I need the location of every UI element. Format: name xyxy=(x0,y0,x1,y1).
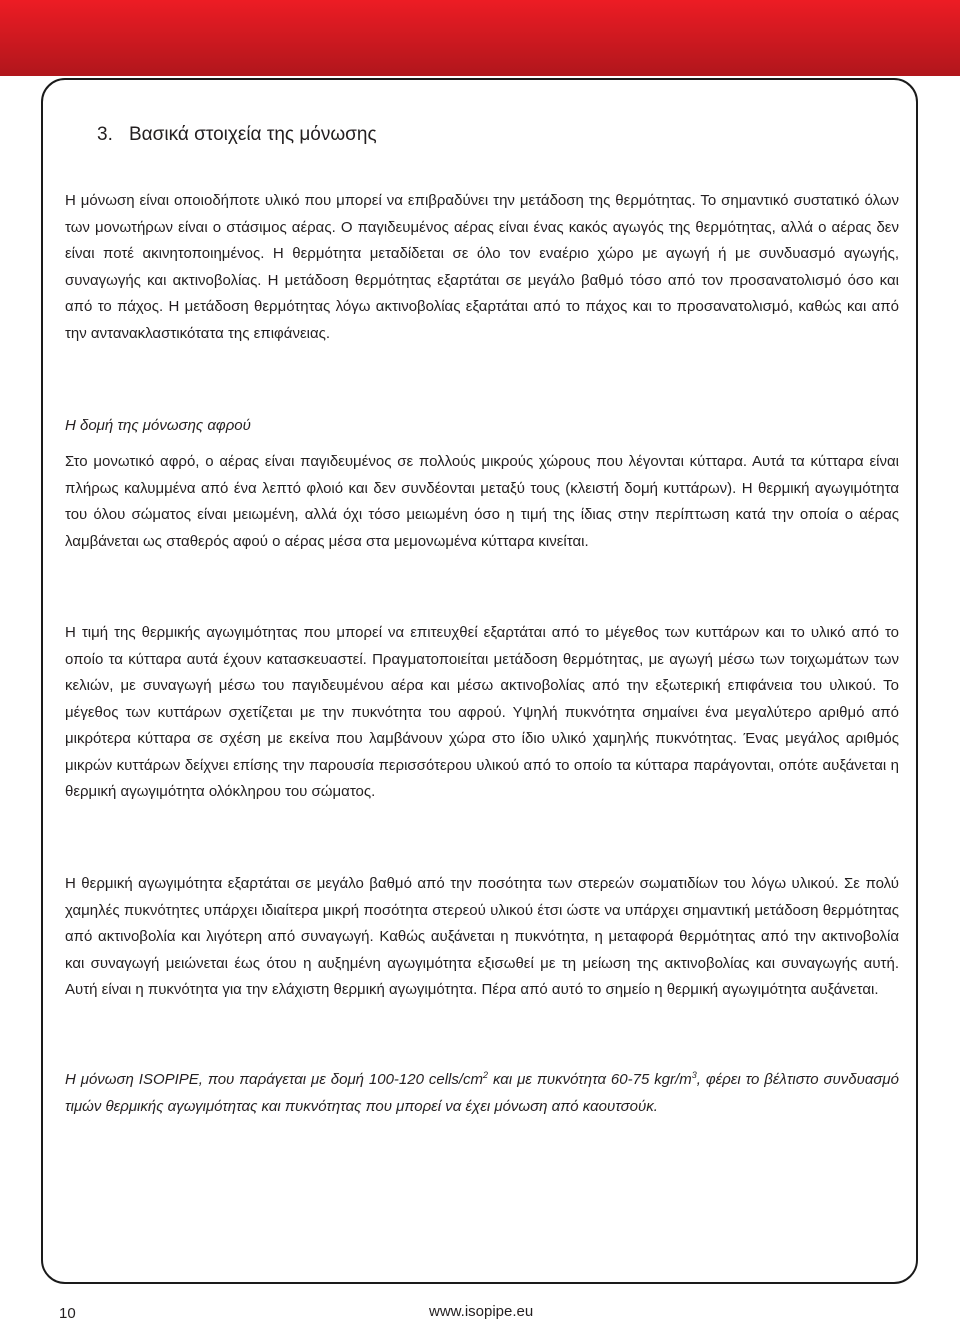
paragraph-foam-cells: Στο μονωτικό αφρό, ο αέρας είναι παγιδευμένος σε πολλούς μικρούς χώρους που λέγονται κύτταρα. Αυτά τα κύτταρα είναι πλήρως καλυμμένα από ένα λεπτό φλοιό και δεν συνδέονται μεταξύ τους (κλειστή δομή κυττάρων). Η θερμική αγωγιμότητα του όλου σώματος είναι μειωμένη, αλλά όχι τόσο μειωμένη όσο η τιμή της ίδιας στην περίπτωση κατά την οποία ο αέρας λαμβάνεται ως σταθερός αφού ο αέρας μέσα στα μεμονωμένα κύτταρα κινείται. xyxy=(65,453,899,550)
isopipe-text-3: , φέρει το βέλτιστο συνδυασμό τιμών θερμικής αγωγιμότητας και πυκνότητας που μπορεί να έχει μόνωση από καουτσούκ. xyxy=(65,1071,899,1115)
section-heading xyxy=(97,124,377,146)
section-title: Βασικά στοιχεία της μόνωσης xyxy=(129,124,377,145)
paragraph-thermal-conductivity-cells: Η τιμή της θερμικής αγωγιμότητας που μπορεί να επιτευχθεί εξαρτάται από το μέγεθος των κυττάρων και το υλικό από το οποίο τα κύτταρα αυτά έχουν κατασκευαστεί. Πραγματοποιείται μετάδοση θερμότητας, με αγωγή μέσω των τοιχωμάτων των κελιών, με συναγωγή μέσω του παγιδευμένου αέρα και μέσω ακτινοβολίας από την εξωτερική επιφάνεια του υλικού. Το μέγεθος των κυττάρων σχετίζεται με την πυκνότητα του αφρού. Υψηλή πυκνότητα σημαίνει ένα μεγαλύτερο αριθμό από μικρότερα κύτταρα σε σχέση με εκείνα που λαμβάνουν χώρα στο ίδιο υλικό χαμηλής πυκνότητας. Ένας μεγάλος αριθμός μικρών κυττάρων δείχνει επίσης την παρουσία περισσότερου υλικού από το οποίο τα κύτταρα παράγονται, οπότε αυξάνεται η θερμική αγωγιμότητα ολόκληρου του σώματος. xyxy=(65,624,899,800)
subheading-foam-structure: Η δομή της μόνωσης αφρού xyxy=(65,417,251,434)
paragraph-conductivity-density: Η θερμική αγωγιμότητα εξαρτάται σε μεγάλο βαθμό από την ποσότητα των στερεών σωματιδίων του λόγω υλικού. Σε πολύ χαμηλές πυκνότητες υπάρχει ιδιαίτερα μικρή ποσότητα στερεού υλικού έτσι ώστε να υπάρχει σημαντική μετάδοση θερμότητας από ακτινοβολία και λιγότερη από συναγωγή. Καθώς αυξάνεται η πυκνότητα, η μεταφορά θερμότητας από την ακτινοβολία και συναγωγή μειώνεται έως ότου η αυξημένη αγωγιμότητα εξισωθεί με τη μείωση της ακτινοβολίας και συναγωγής αυτή. Αυτή είναι η πυκνότητα για την ελάχιστη θερμική αγωγιμότητα. Πέρα από αυτό το σημείο η θερμική αγωγιμότητα αυξάνεται. xyxy=(65,875,899,998)
paragraph-insulation-intro: Η μόνωση είναι οποιοδήποτε υλικό που μπορεί να επιβραδύνει την μετάδοση της θερμότητας. Το σημαντικό συστατικό όλων των μονωτήρων είναι ο στάσιμος αέρας. Ο παγιδευμένος αέρας είναι ένας κακός αγωγός της θερμότητας, αλλά ο αέρας δεν είναι ποτέ ακινητοποιημένος. Η θερμότητα μεταδίδεται σε όλο τον εναέριο χώρο με αγωγή ή με συνδυασμό αγωγής, συναγωγής και ακτινοβολίας. Η μετάδοση θερμότητας εξαρτάται σε μεγάλο βαθμό τόσο από τον προσανατολισμό όσο και από το πάχος. Η μετάδοση θερμότητας λόγω ακτινοβολίας εξαρτάται από το πάχος και το προσανατολισμό, καθώς και από την αντανακλαστικότατα της επιφάνειας. xyxy=(65,192,899,342)
paragraph-isopipe-summary xyxy=(65,1067,899,1120)
section-number: 3. xyxy=(97,124,113,145)
isopipe-text-2: και με πυκνότητα 60-75 kgr/m xyxy=(488,1071,692,1088)
header-red-band xyxy=(0,0,960,76)
page-number: 10 xyxy=(59,1305,76,1322)
superscript-2: 2 xyxy=(483,1070,489,1080)
footer-website-link[interactable]: www.isopipe.eu xyxy=(429,1303,534,1320)
isopipe-text-1: Η μόνωση ISOPIPE, που παράγεται με δομή 100-120 cells/cm xyxy=(65,1071,484,1088)
superscript-3: 3 xyxy=(691,1070,697,1080)
